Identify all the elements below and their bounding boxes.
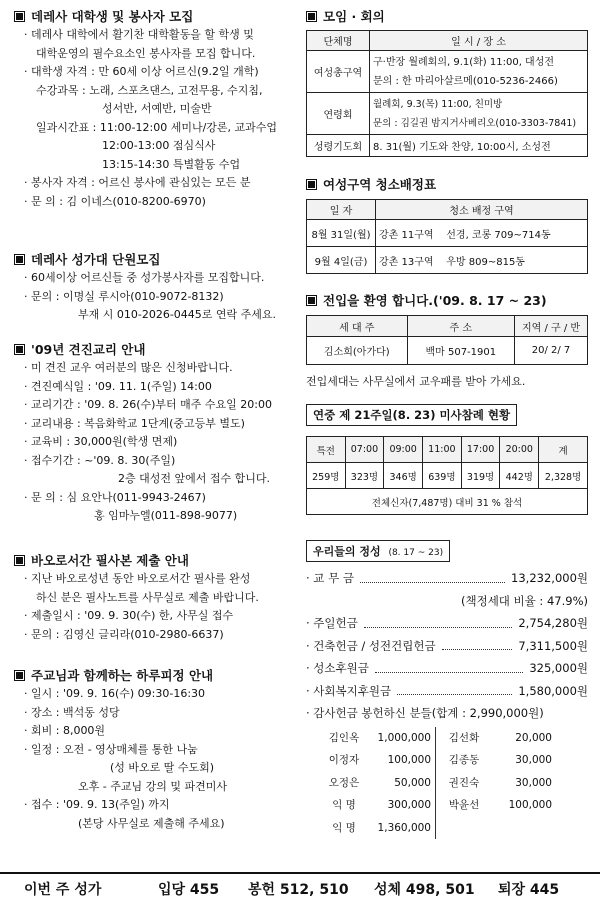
thanks-heading: · 감사헌금 봉헌하신 분들(합계 : 2,990,000원) xyxy=(306,706,544,720)
dotted-leader xyxy=(442,635,513,651)
attendance-header-row xyxy=(307,437,588,463)
household-zone: 20/ 2/ 7 xyxy=(515,337,588,365)
welcome-heading: 전입을 환영 합니다.('09. 8. 17 ~ 23) xyxy=(306,292,588,310)
confirmation-line: · 교리내용 : 복음화학교 1단계(중고등부 별도) xyxy=(24,416,245,430)
retreat-heading: 주교님과 함께하는 하루피정 안내 xyxy=(14,667,300,685)
confirmation-line: · 교리기간 : '09. 8. 26(수)부터 매주 수요일 20:00 xyxy=(24,398,272,411)
confirmation-line: · 교육비 : 30,000원(학생 면제) xyxy=(24,435,178,448)
choir-section xyxy=(14,251,300,325)
donor-amount: 1,000,000 xyxy=(372,727,436,750)
attendance-col-header: 09:00 xyxy=(384,437,423,463)
welcome-col-header: 세 대 주 xyxy=(307,316,408,337)
confirmation-line: 홍 임마누엘(011-898-9077) xyxy=(94,509,238,522)
meeting-detail: 문의 : 김길권 밤지거사베리오(010-3303-7841) xyxy=(373,117,577,129)
bible-line: · 제출일시 : '09. 9. 30(수) 한, 사무실 접수 xyxy=(24,609,234,622)
table-row xyxy=(307,51,588,93)
attendance-value: 2,328명 xyxy=(539,463,588,489)
donor-name: 이정자 xyxy=(328,754,360,766)
bible-line: 하신 분은 필사노트를 사무실로 제출 바랍니다. xyxy=(36,590,259,604)
cleaning-area: 강촌 11구역 선경, 코롱 709~714동 xyxy=(376,220,588,247)
table-row xyxy=(307,247,588,274)
volunteer-line: · 데레사 대학에서 활기찬 대학활동을 할 학생 및 xyxy=(24,28,254,41)
square-bullet-icon xyxy=(306,11,317,22)
offering-row: · 건축헌금 / 성전건립헌금 7,311,500원 xyxy=(306,635,588,658)
cleaning-col-header: 청소 배정 구역 xyxy=(376,200,588,220)
meeting-detail: 구·반장 월례회의, 9.1(화) 11:00, 대성전 xyxy=(373,56,555,68)
retreat-line: (본당 사무실로 제출해 주세요) xyxy=(78,816,225,830)
retreat-section xyxy=(14,667,300,833)
hymn-footer xyxy=(0,872,600,906)
attendance-value: 346명 xyxy=(384,463,423,489)
confirmation-heading: '09년 견진교리 안내 xyxy=(14,341,300,359)
attendance-summary: 전체신자(7,487명) 대비 31 % 참석 xyxy=(307,489,588,515)
donor-name: 권진숙 xyxy=(448,776,480,789)
attendance-heading: 연중 제 21주일(8. 23) 미사참례 현황 xyxy=(306,404,517,426)
donor-name: 익 명 xyxy=(332,799,356,811)
dotted-leader xyxy=(364,612,513,628)
attendance-col-header: 11:00 xyxy=(423,437,462,463)
square-bullet-icon xyxy=(14,11,25,22)
retreat-line: 오후 - 주교님 강의 및 파견미사 xyxy=(78,779,227,793)
donor-name: 김종동 xyxy=(448,754,480,766)
attendance-value: 319명 xyxy=(461,463,500,489)
meeting-detail: 문의 : 한 마리아살르메(010-5236-2466) xyxy=(373,75,558,87)
square-bullet-icon xyxy=(306,179,317,190)
meeting-detail: 월례회, 9.3(목) 11:00, 친미방 xyxy=(373,98,503,110)
donor-amount xyxy=(492,817,556,840)
meetings-col-header: 단체명 xyxy=(307,31,370,51)
cleaning-date: 8월 31일(월) xyxy=(307,220,376,247)
choir-line: 부재 시 010-2026-0445로 연락 주세요. xyxy=(78,308,277,321)
donor-amount: 1,360,000 xyxy=(372,817,436,840)
donor-amount: 300,000 xyxy=(372,794,436,817)
attendance-value: 639명 xyxy=(423,463,462,489)
bible-heading: 바오로서간 필사본 제출 안내 xyxy=(14,552,300,570)
volunteer-heading: 데레사 대학생 및 봉사자 모집 xyxy=(14,8,300,26)
retreat-line: · 일시 : '09. 9. 16(수) 09:30-16:30 xyxy=(24,687,206,700)
donor-list xyxy=(316,727,588,840)
welcome-col-header: 지역 / 구 / 반 xyxy=(515,316,588,337)
attendance-summary-row xyxy=(307,489,588,515)
household-head: 김소희(아가다) xyxy=(307,337,408,365)
donor-amount: 50,000 xyxy=(372,772,436,795)
donor-name: 김인옥 xyxy=(328,731,360,744)
confirmation-line: · 미 견진 교우 여러분의 많은 신청바랍니다. xyxy=(24,361,233,374)
confirmation-line: · 접수기간 : ~'09. 8. 30(주일) xyxy=(24,453,176,467)
offering-row: (책정세대 비율 : 47.9%) xyxy=(460,593,588,608)
table-row xyxy=(307,93,588,135)
offerings-heading: 우리들의 정성 (8. 17 ~ 23) xyxy=(306,540,450,562)
bible-line: · 문의 : 김영신 글리라(010-2980-6637) xyxy=(24,627,224,641)
offering-row: · 주일헌금 2,754,280원 xyxy=(306,612,588,635)
volunteer-line: · 문 의 : 김 이네스(010-8200-6970) xyxy=(24,194,206,208)
dotted-leader xyxy=(397,680,512,696)
choir-line: · 60세이상 어르신들 중 성가봉사자를 모집합니다. xyxy=(24,271,265,284)
donor-name: 박윤선 xyxy=(448,799,480,811)
attendance-col-header: 17:00 xyxy=(461,437,500,463)
dotted-leader xyxy=(360,567,505,583)
volunteer-line: 일과시간표 : 11:00-12:00 세미나/강론, 교과수업 xyxy=(36,120,278,134)
bible-line: · 지난 바오로성년 동안 바오로서간 필사를 완성 xyxy=(24,572,251,585)
cleaning-table xyxy=(306,199,588,274)
donor-name xyxy=(436,817,492,840)
meetings-section xyxy=(306,8,588,157)
choir-line: · 문의 : 이명실 루시아(010-9072-8132) xyxy=(24,289,224,303)
volunteer-section xyxy=(14,8,300,211)
welcome-section xyxy=(306,292,588,392)
cleaning-heading: 여성구역 청소배정표 xyxy=(306,176,588,194)
volunteer-line: 13:15-14:30 특별활동 수업 xyxy=(102,157,241,171)
hymn-communion: 성체 498, 501 xyxy=(374,882,475,898)
square-bullet-icon xyxy=(14,254,25,265)
hymn-recessional: 퇴장 445 xyxy=(498,882,560,898)
attendance-table xyxy=(306,436,588,515)
confirmation-line: 2층 대성전 앞에서 접수 합니다. xyxy=(118,472,270,485)
volunteer-line: 대학운영의 필수요소인 봉사자를 모집 합니다. xyxy=(36,46,256,60)
offerings-section xyxy=(306,540,588,839)
volunteer-line: 성서반, 서예반, 미술반 xyxy=(102,102,212,115)
retreat-line: · 접수 : '09. 9. 13(주일) 까지 xyxy=(24,798,170,811)
hymn-entrance: 입당 455 xyxy=(158,882,220,898)
attendance-value-row xyxy=(307,463,588,489)
retreat-line: · 장소 : 백석동 성당 xyxy=(24,705,120,719)
dotted-leader xyxy=(375,657,523,673)
hymn-offertory: 봉헌 512, 510 xyxy=(248,882,349,898)
square-bullet-icon xyxy=(14,344,25,355)
attendance-col-header: 계 xyxy=(539,437,588,463)
retreat-line: (성 바오로 딸 수도회) xyxy=(110,761,215,774)
attendance-value: 259명 xyxy=(307,463,346,489)
donor-amount: 20,000 xyxy=(515,731,552,744)
meeting-group: 여성총구역 xyxy=(307,51,370,93)
household-address: 백마 507-1901 xyxy=(407,337,514,365)
hymn-label: 이번 주 성가 xyxy=(24,882,102,898)
square-bullet-icon xyxy=(14,555,25,566)
attendance-value: 323명 xyxy=(345,463,384,489)
table-row xyxy=(307,135,588,157)
confirmation-section xyxy=(14,341,300,526)
attendance-col-header: 07:00 xyxy=(345,437,384,463)
donor-amount: 100,000 xyxy=(508,799,552,811)
table-row xyxy=(307,337,588,365)
welcome-note: 전입세대는 사무실에서 교우패를 받아 가세요. xyxy=(306,375,526,388)
attendance-section xyxy=(306,404,588,515)
offering-row: · 성소후원금 325,000원 xyxy=(306,657,588,680)
meeting-group: 성령기도회 xyxy=(307,135,370,157)
attendance-value: 442명 xyxy=(500,463,539,489)
table-row xyxy=(307,220,588,247)
volunteer-line: · 봉사자 자격 : 어르신 봉사에 관심있는 모든 분 xyxy=(24,176,251,189)
welcome-table xyxy=(306,315,588,365)
cleaning-date: 9월 4일(금) xyxy=(307,247,376,274)
retreat-line: · 회비 : 8,000원 xyxy=(24,724,106,737)
volunteer-line: 12:00-13:00 점심식사 xyxy=(102,139,216,152)
volunteer-line: 수강과목 : 노래, 스포츠댄스, 고전무용, 수지침, xyxy=(36,83,263,97)
donor-amount: 30,000 xyxy=(515,776,552,789)
donor-name: 익 명 xyxy=(332,821,356,834)
donor-name: 김선화 xyxy=(448,731,480,744)
offering-row: · 교 무 금 13,232,000원 xyxy=(306,567,588,590)
offering-row: · 사회복지후원금 1,580,000원 xyxy=(306,680,588,703)
volunteer-line: · 대학생 자격 : 만 60세 이상 어르신(9.2일 개학) xyxy=(24,65,259,78)
donor-amount: 100,000 xyxy=(372,749,436,772)
confirmation-line: · 견진예식일 : '09. 11. 1(주일) 14:00 xyxy=(24,379,212,393)
meetings-heading: 모임 · 회의 xyxy=(306,8,588,26)
meetings-col-header: 일 시 / 장 소 xyxy=(370,31,588,51)
cleaning-col-header: 일 자 xyxy=(307,200,376,220)
donor-name: 오정은 xyxy=(328,776,360,789)
meeting-group: 연령회 xyxy=(307,93,370,135)
square-bullet-icon xyxy=(14,670,25,681)
meeting-detail: 8. 31(월) 기도와 찬양, 10:00시, 소성전 xyxy=(370,135,588,157)
choir-heading: 데레사 성가대 단원모집 xyxy=(14,251,300,269)
attendance-col-header: 20:00 xyxy=(500,437,539,463)
donor-amount: 30,000 xyxy=(515,754,552,766)
welcome-col-header: 주 소 xyxy=(407,316,514,337)
retreat-line: · 일정 : 오전 - 영상매체를 통한 나눔 xyxy=(24,742,198,756)
cleaning-area: 강촌 13구역 우방 809~815동 xyxy=(376,247,588,274)
confirmation-line: · 문 의 : 심 요안나(011-9943-2467) xyxy=(24,490,206,504)
meetings-table xyxy=(306,30,588,157)
cleaning-section xyxy=(306,176,588,274)
square-bullet-icon xyxy=(306,295,317,306)
attendance-col-header: 특전 xyxy=(307,437,346,463)
bible-section xyxy=(14,552,300,644)
